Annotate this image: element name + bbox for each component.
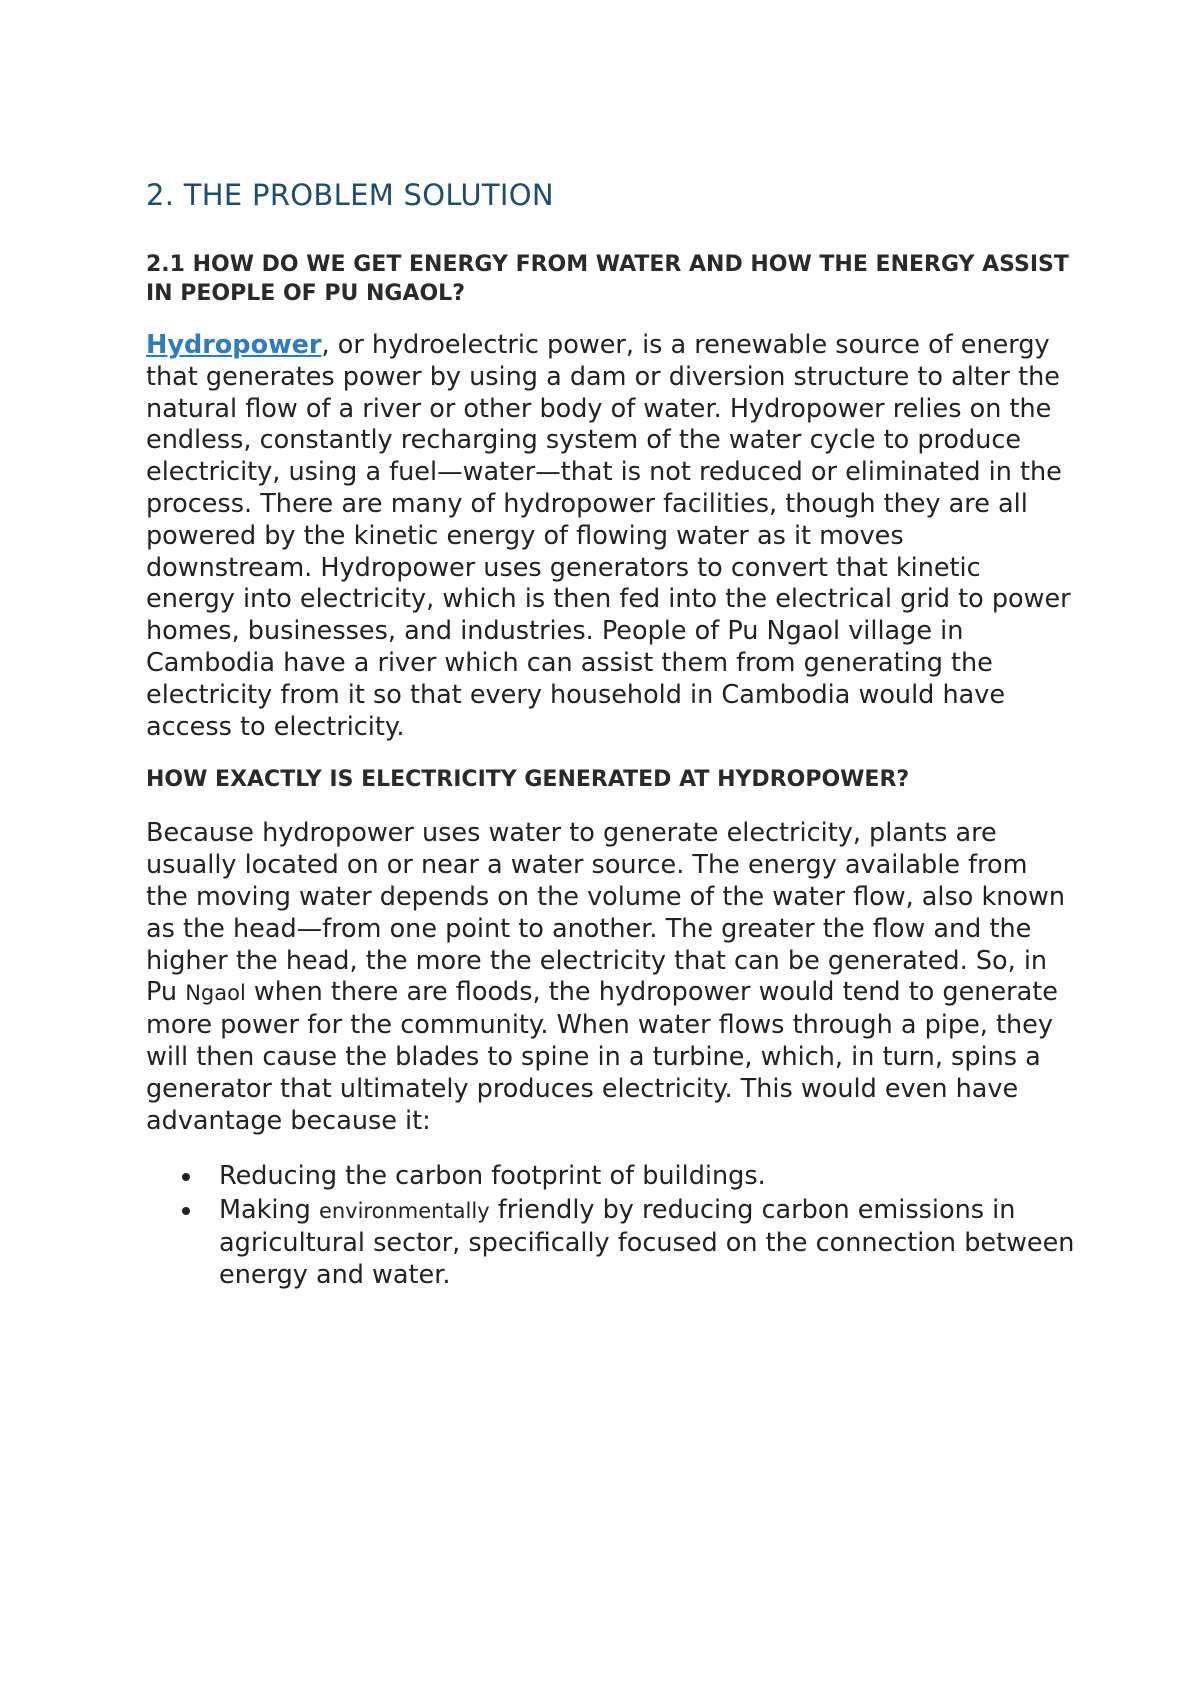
list-item [146,1161,1076,1193]
list-item-text-before: Making [219,1195,319,1226]
subsection-title: 2.1 HOW DO WE GET ENERGY FROM WATER AND HOW THE ENERGY ASSIST IN PEOPLE OF PU NGAOL? [146,252,1069,306]
list-item-text-small: environmentally [318,1199,490,1224]
bullet-icon [182,1207,190,1215]
document-content [146,178,1076,1294]
hydropower-paragraph [146,330,1076,743]
hydropower-link[interactable]: Hydropower [146,330,322,360]
bullet-icon [182,1173,190,1181]
generation-paragraph-part2: when there are floods, the hydropower would tend to generate more power for the community. When water flows through a pipe, they will then cause the blades to spine in a turbine, which, in turn, spins a generator that ultimately produces electricity. This would even have advantage because it: [146,977,1058,1136]
generation-paragraph-part1: Because hydropower uses water to generate electricity, plants are usually located on or near a water source. The energy available from the moving water depends on the volume of the water flow, also known as the head—from one point to another. The greater the flow and the higher the head, the more the electricity that can be generated. So, in Pu [146,818,1066,1008]
section-title: 2. THE PROBLEM SOLUTION [146,178,554,212]
list-item [146,1195,1076,1291]
hydropower-paragraph-text: , or hydroelectric power, is a renewable source of energy that generates power by using a dam or diversion structure to alter the natural flow of a river or other body of water. Hydropower relies on the endless, constantly recharging system of the water cycle to produce electricity, using a fuel—water—that is not reduced or eliminated in the process. There are many of hydropower facilities, though they are all powered by the kinetic energy of flowing water as it moves downstream. Hydropower uses generators to convert that kinetic energy into electricity, which is then fed into the electrical grid to power homes, businesses, and industries. People of Pu Ngaol village in Cambodia have a river which can assist them from generating the electricity from it so that every household in Cambodia would have access to electricity. [146,330,1071,742]
generation-paragraph-small-word: Ngaol [185,981,246,1006]
list-item-text-after: friendly by reducing carbon emissions in agricultural sector, specifically focused on the connection between energy and water. [219,1195,1075,1290]
list-item-text: Reducing the carbon footprint of buildings. [219,1161,766,1192]
question-title: HOW EXACTLY IS ELECTRICITY GENERATED AT HYDROPOWER? [146,767,910,793]
advantages-list [146,1161,1076,1291]
generation-paragraph [146,818,1076,1137]
